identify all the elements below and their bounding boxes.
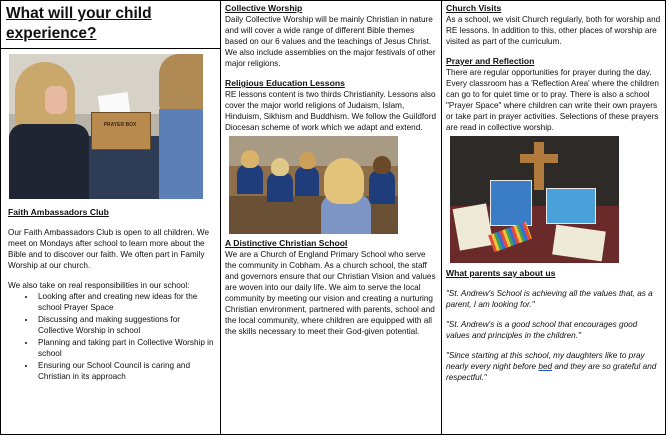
parent-quote-1: "St. Andrew's School is achieving all the values that, as a parent, I am looking for." [446, 289, 653, 309]
title-divider [1, 48, 220, 49]
worship-heading: Collective Worship [225, 3, 303, 13]
responsibilities-intro: We also take on real responsibilities in our school: [8, 281, 190, 290]
parents-heading: What parents say about us [446, 268, 556, 278]
page-title: What will your child experience? [6, 5, 152, 42]
list-item: • Discussing and making suggestions for Collective Worship in school [36, 314, 215, 336]
prayer-space-photo [450, 136, 619, 263]
worship-text-2: We also include assemblies on the major festivals of other major religions. [225, 48, 436, 68]
prayer-heading: Prayer and Reflection [446, 56, 535, 66]
parent-quote-3 [446, 350, 661, 383]
right-column [441, 1, 665, 434]
visits-text: As a school, we visit Church regularly, both for worship and RE lessons. In addition to this, other places of worship are visited as part of the curriculum. [446, 15, 661, 46]
worship-text: Daily Collective Worship will be mainly Christian in nature and will cover a wide range of different Bible themes based on our 6 values and the teachings of Jesus Christ. [225, 15, 433, 46]
re-text: RE lessons content is two thirds Christianity. Lessons also cover the major world religions of Judaism, Islam, Hinduism, Sikhism and Buddhism. We follow the Guildford Diocesan scheme of work which we adapt and extend. [225, 90, 436, 132]
left-column [1, 1, 220, 434]
distinctive-heading: A Distinctive Christian School [225, 238, 348, 248]
list-item: • Looking after and creating new ideas for the school Prayer Space [36, 291, 215, 313]
list-item: • Ensuring our School Council is caring and Christian in its approach [36, 360, 215, 382]
club-text: Our Faith Ambassadors Club is open to all children. We meet on Mondays after school to learn more about the Bible and to discover our faith. We often part in Family Worship at our church. [8, 228, 209, 270]
prayer-box-photo [9, 54, 203, 199]
quote-3-part-2: and they are so grateful and respectful." [446, 362, 657, 382]
responsibilities-list [8, 291, 215, 382]
praying-children-photo [229, 136, 398, 234]
middle-column [220, 1, 441, 434]
re-heading: Religious Education Lessons [225, 78, 345, 88]
list-item: • Planning and taking part in Collective Worship in school [36, 337, 215, 359]
parent-quote-2: "St. Andrew's is a good school that encourages good values and principles in the children." [446, 320, 638, 340]
prayer-text: There are regular opportunities for prayer during the day. Every classroom has a 'Reflection Area' where the children can go to for quiet time or to pray. There is also a school "Prayer Space" where children can write their own prayers or take part in prayer activities. Selections of these prayers are read in collective worship. [446, 68, 659, 132]
quote-3-underlined-word: bed [538, 362, 553, 371]
prayer-box-label: PRAYER BOX [103, 122, 137, 128]
visits-heading: Church Visits [446, 3, 502, 13]
quote-3-part-1: "Since starting at this school, my daughters like to pray nearly every night before [446, 351, 645, 371]
club-heading: Faith Ambassadors Club [8, 207, 109, 217]
distinctive-text: We are a Church of England Primary School who serve the community in Cobham. As a church school, the staff and governors ensure that our Christian Vision and values are woven into our daily life. We aim to serve the local community by meeting our vision and creating a nurturing Christian environment, partnered with parents, school and the local community, where children are equipped with all the skills necessary to meet their God-given potential. [225, 250, 436, 336]
